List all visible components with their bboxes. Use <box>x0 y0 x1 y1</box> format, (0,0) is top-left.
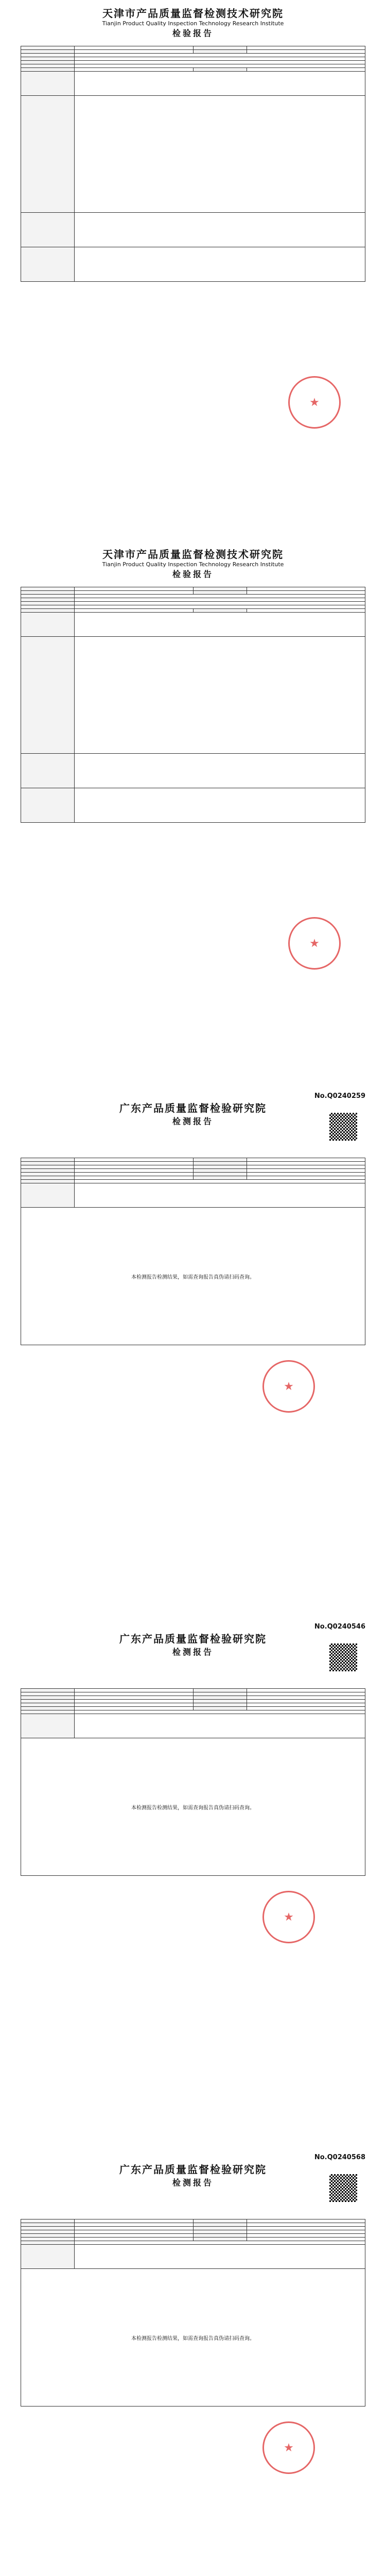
report-org-title: 广东产品质量监督检验研究院 <box>119 1633 267 1645</box>
verification-note: 本检测报告检测结果，如需查询报告真伪请扫码查询。 <box>131 1805 255 1811</box>
official-seal <box>262 2421 315 2474</box>
report-table <box>21 1158 365 1345</box>
report-title: 检测报告 <box>172 2178 214 2188</box>
star-icon: ★ <box>309 937 320 950</box>
report-number: No.Q0240546 <box>314 1623 365 1631</box>
qr-code <box>329 1113 357 1141</box>
report-number: No.Q0240259 <box>314 1092 365 1100</box>
report-title: 检测报告 <box>172 1116 214 1126</box>
report-title: 检验报告 <box>172 569 214 579</box>
official-seal <box>262 1360 315 1413</box>
verification-note: 本检测报告检测结果，如需查询报告真伪请扫码查询。 <box>131 2335 255 2342</box>
signature-row <box>21 1876 365 1882</box>
report-org-title: 广东产品质量监督检验研究院 <box>119 2163 267 2176</box>
report-page-2 <box>21 546 365 1077</box>
report-title: 检验报告 <box>172 28 214 38</box>
star-icon: ★ <box>284 1380 294 1393</box>
report-table <box>21 2219 365 2406</box>
star-icon: ★ <box>309 396 320 409</box>
report-table <box>21 587 365 823</box>
report-page-1 <box>21 5 365 536</box>
official-seal <box>262 1891 315 1943</box>
report-org-title: 天津市产品质量监督检测技术研究院 <box>102 7 284 20</box>
report-title: 检测报告 <box>172 1647 214 1657</box>
official-seal <box>288 376 341 429</box>
report-org-title: 天津市产品质量监督检测技术研究院 <box>102 548 284 561</box>
signature-row <box>21 823 365 829</box>
qr-code <box>329 2174 357 2202</box>
signature-row <box>21 2406 365 2413</box>
report-table <box>21 46 365 282</box>
report-page-3 <box>21 1092 365 1607</box>
report-page-5 <box>21 2154 365 2576</box>
report-number: No.Q0240568 <box>314 2154 365 2161</box>
signature-row <box>21 282 365 288</box>
report-table <box>21 1688 365 1876</box>
star-icon: ★ <box>284 2441 294 2454</box>
official-seal <box>288 917 341 970</box>
verification-note: 本检测报告检测结果，如需查询报告真伪请扫码查询。 <box>131 1274 255 1280</box>
report-org-subtitle: Tianjin Product Quality Inspection Technology Research Institute <box>102 20 284 27</box>
star-icon: ★ <box>284 1910 294 1924</box>
qr-code <box>329 1643 357 1671</box>
report-org-subtitle: Tianjin Product Quality Inspection Technology Research Institute <box>102 561 284 568</box>
report-org-title: 广东产品质量监督检验研究院 <box>119 1102 267 1114</box>
report-page-4 <box>21 1623 365 2138</box>
signature-row <box>21 1345 365 1351</box>
